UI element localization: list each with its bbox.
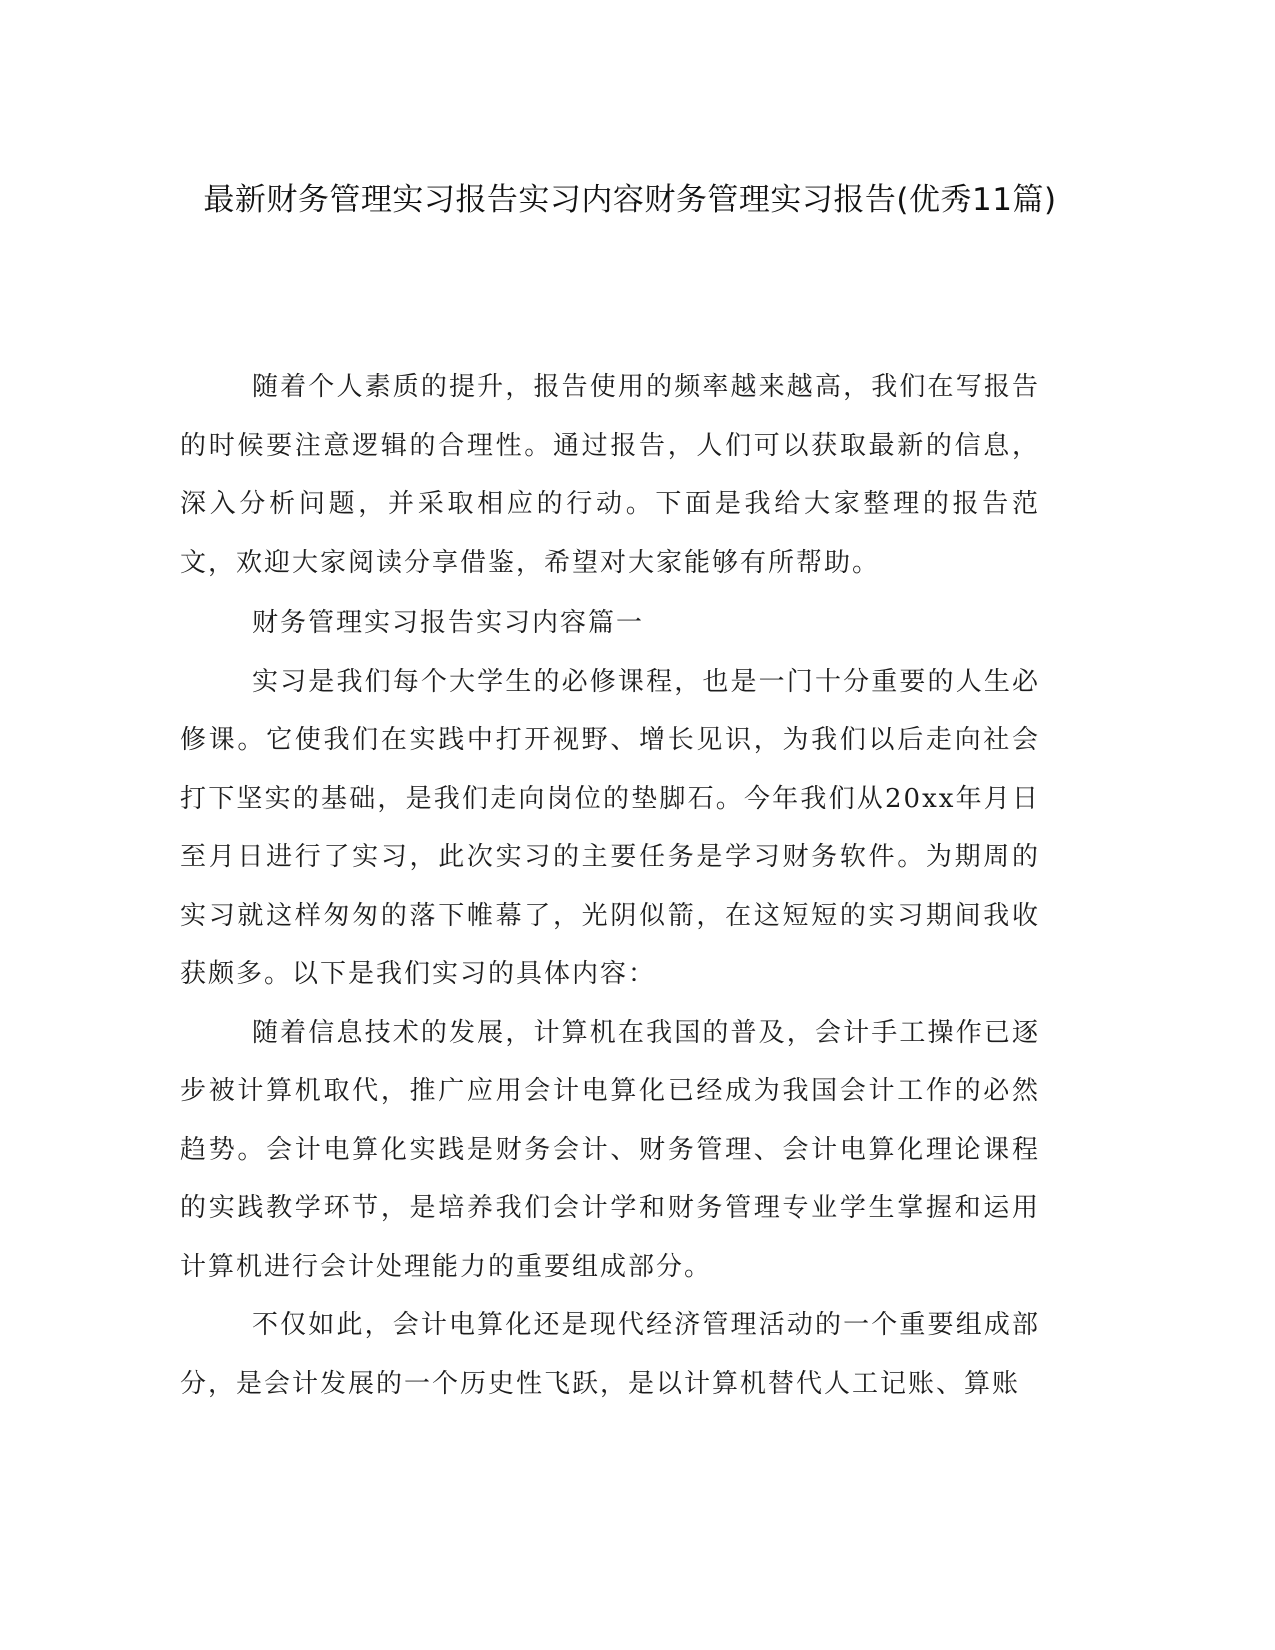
body-paragraph: 不仅如此，会计电算化还是现代经济管理活动的一个重要组成部分，是会计发展的一个历史性飞跃，是以计算机替代人工记账、算账 bbox=[180, 1310, 1040, 1399]
document-title: 最新财务管理实习报告实习内容财务管理实习报告(优秀11篇) bbox=[203, 182, 1057, 218]
body-paragraph: 实习是我们每个大学生的必修课程，也是一门十分重要的人生必修课。它使我们在实践中打开视野、增长见识，为我们以后走向社会打下坚实的基础，是我们走向岗位的垫脚石。今年我们从20xx年月日至月日进行了实习，此次实习的主要任务是学习财务软件。为期周的实习就这样匆匆的落下帷幕了，光阴似箭，在这短短的实习期间我收获颇多。以下是我们实习的具体内容： bbox=[180, 666, 1040, 989]
document-body bbox=[180, 358, 1040, 1413]
intro-paragraph: 随着个人素质的提升，报告使用的频率越来越高，我们在写报告的时候要注意逻辑的合理性。通过报告，人们可以获取最新的信息，深入分析问题，并采取相应的行动。下面是我给大家整理的报告范文，欢迎大家阅读分享借鉴，希望对大家能够有所帮助。 bbox=[180, 372, 1040, 578]
section-heading: 财务管理实习报告实习内容篇一 bbox=[252, 608, 645, 638]
body-paragraph: 随着信息技术的发展，计算机在我国的普及，会计手工操作已逐步被计算机取代，推广应用会计电算化已经成为我国会计工作的必然趋势。会计电算化实践是财务会计、财务管理、会计电算化理论课程的实践教学环节，是培养我们会计学和财务管理专业学生掌握和运用计算机进行会计处理能力的重要组成部分。 bbox=[180, 1017, 1040, 1282]
